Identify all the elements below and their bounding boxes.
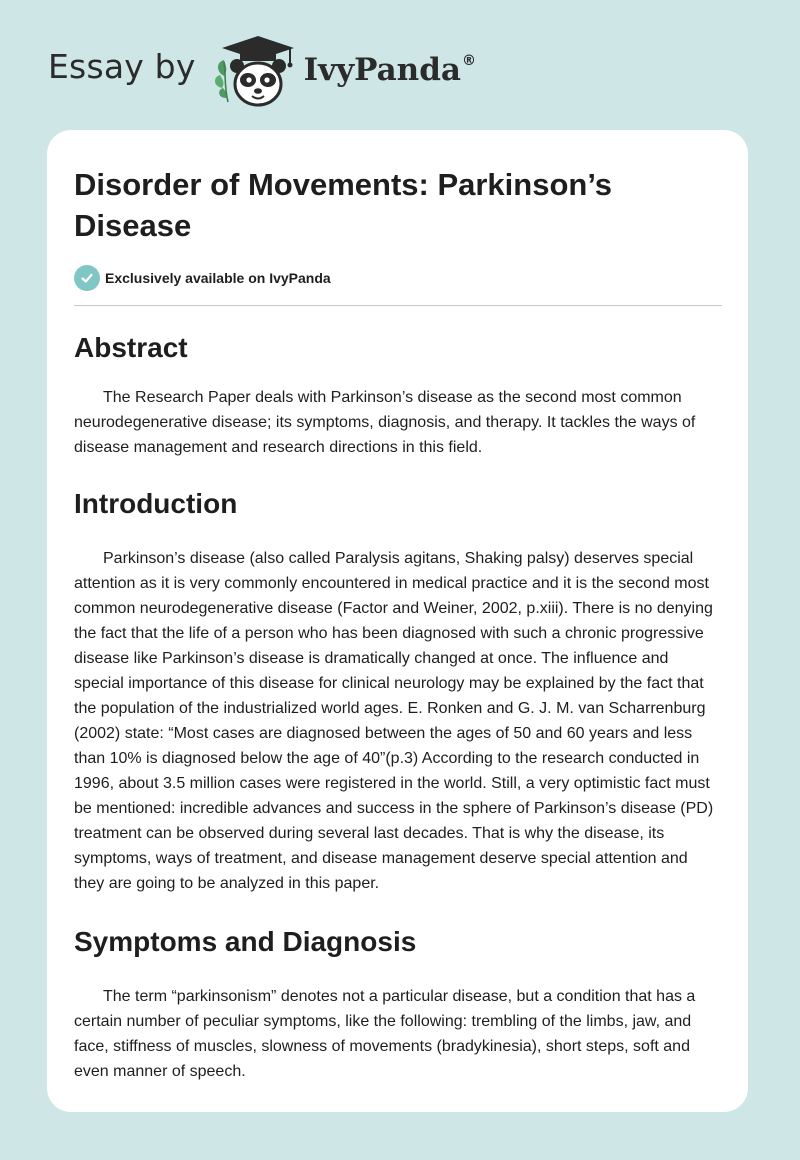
article-title: Disorder of Movements: Parkinson’s Disease xyxy=(74,167,613,243)
check-circle-icon xyxy=(74,265,100,291)
brand-name[interactable] xyxy=(304,52,476,88)
section-body-symptoms-diagnosis: The term “parkinsonism” denotes not a particular disease, but a condition that has a certain number of peculiar symptoms, like the following: trembling of the limbs, jaw, and face, stiffness of muscles, slowness of movements (bradykinesia), short steps, soft and even manner of speech. xyxy=(74,988,696,1080)
section-symptoms-diagnosis xyxy=(74,924,722,1084)
section-heading-symptoms-diagnosis: Symptoms and Diagnosis xyxy=(74,926,417,957)
section-abstract xyxy=(74,330,722,460)
essay-by-label: Essay by xyxy=(48,46,196,86)
section-body-abstract: The Research Paper deals with Parkinson’s disease as the second most common neurodegenerative disease; its symptoms, diagnosis, and therapy. It tackles the ways of disease management and research directions in this field. xyxy=(74,389,696,456)
registered-mark: ® xyxy=(461,52,476,69)
exclusive-badge xyxy=(74,263,722,293)
section-introduction xyxy=(74,486,722,896)
title-divider xyxy=(74,305,722,306)
section-heading-introduction: Introduction xyxy=(74,488,238,519)
section-body-introduction: Parkinson’s disease (also called Paralysis agitans, Shaking palsy) deserves special attention as it is very commonly encountered in medical practice and it is the second most common neurodegenerative disease (Factor and Weiner, 2002, p.xiii). There is no denying the fact that the life of a person who has been diagnosed with such a chronic progressive disease like Parkinson’s disease is dramatically changed at once. The influence and special importance of this disease for clinical neurology may be explained by the fact that the population of the industrialized world ages. E. Ronken and G. J. M. van Scharrenburg (2002) state: “Most cases are diagnosed between the ages of 50 and 60 years and less than 10% is diagnosed below the age of 40”(p.3) According to the research conducted in 1996, about 3.5 million cases were registered in the world. Still, a very optimistic fact must be mentioned: incredible advances and success in the sphere of Parkinson’s disease (PD) treatment can be observed during several last decades. That is why the disease, its symptoms, ways of treatment, and disease management deserve special attention and they are going to be analyzed in this paper. xyxy=(74,550,714,892)
exclusive-badge-text: Exclusively available on IvyPanda xyxy=(105,270,331,286)
site-header xyxy=(48,32,476,112)
article-card xyxy=(47,130,748,1112)
brand-name-text: IvyPanda xyxy=(303,52,461,88)
ivypanda-logo-icon[interactable] xyxy=(210,32,300,112)
section-heading-abstract: Abstract xyxy=(74,332,188,363)
